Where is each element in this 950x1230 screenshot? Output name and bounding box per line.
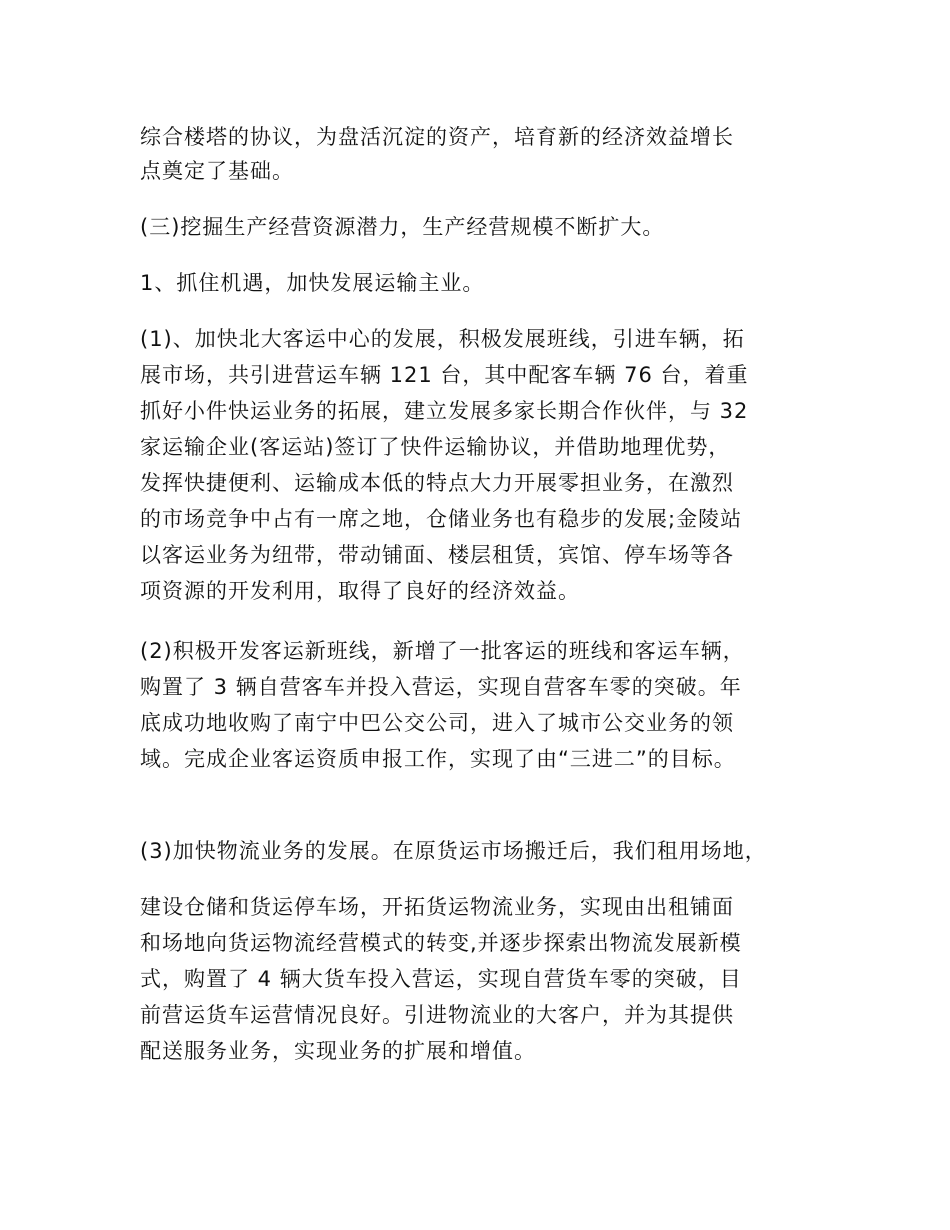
text-line: 式，购置了 4 辆大货车投入营运，实现自营货车零的突破，目	[140, 967, 742, 991]
section-heading: (三)挖掘生产经营资源潜力，生产经营规模不断扩大。	[140, 215, 665, 239]
text-line: 家运输企业(客运站)签订了快件运输协议，并借助地理优势，	[140, 435, 731, 459]
text-line: 项资源的开发利用，取得了良好的经济效益。	[140, 579, 580, 603]
text-line: 点奠定了基础。	[140, 159, 294, 183]
text-line: 展市场，共引进营运车辆 121 台，其中配客车辆 76 台，着重	[140, 363, 749, 387]
text-line: 购置了 3 辆自营客车并投入营运，实现自营客车零的突破。年	[140, 675, 742, 699]
text-line: 前营运货车运营情况良好。引进物流业的大客户，并为其提供	[140, 1003, 734, 1027]
text-line: (2)积极开发客运新班线，新增了一批客运的班线和客运车辆，	[140, 639, 745, 663]
text-line: (3)加快物流业务的发展。在原货运市场搬迁后，我们租用场地，	[140, 839, 767, 863]
text-line: 综合楼塔的协议，为盘活沉淀的资产，培育新的经济效益增长	[140, 125, 734, 149]
text-line: 发挥快捷便利、运输成本低的特点大力开展零担业务，在激烈	[140, 471, 734, 495]
text-line: 建设仓储和货运停车场，开拓货运物流业务，实现由出租铺面	[140, 895, 734, 919]
text-line: 以客运业务为纽带，带动铺面、楼层租赁，宾馆、停车场等各	[140, 543, 734, 567]
text-line: 底成功地收购了南宁中巴公交公司，进入了城市公交业务的领	[140, 711, 734, 735]
text-line: (1)、加快北大客运中心的发展，积极发展班线，引进车辆，拓	[140, 327, 745, 351]
text-line: 配送服务业务，实现业务的扩展和增值。	[140, 1039, 536, 1063]
text-line: 抓好小件快运业务的拓展，建立发展多家长期合作伙伴，与 32	[140, 399, 749, 423]
sub-heading: 1、抓住机遇，加快发展运输主业。	[140, 271, 485, 295]
text-line: 域。完成企业客运资质申报工作，实现了由“三进二”的目标。	[140, 747, 736, 771]
text-line: 的市场竞争中占有一席之地，仓储业务也有稳步的发展;金陵站	[140, 507, 743, 531]
text-line: 和场地向货运物流经营模式的转变,并逐步探索出物流发展新模	[140, 931, 742, 955]
